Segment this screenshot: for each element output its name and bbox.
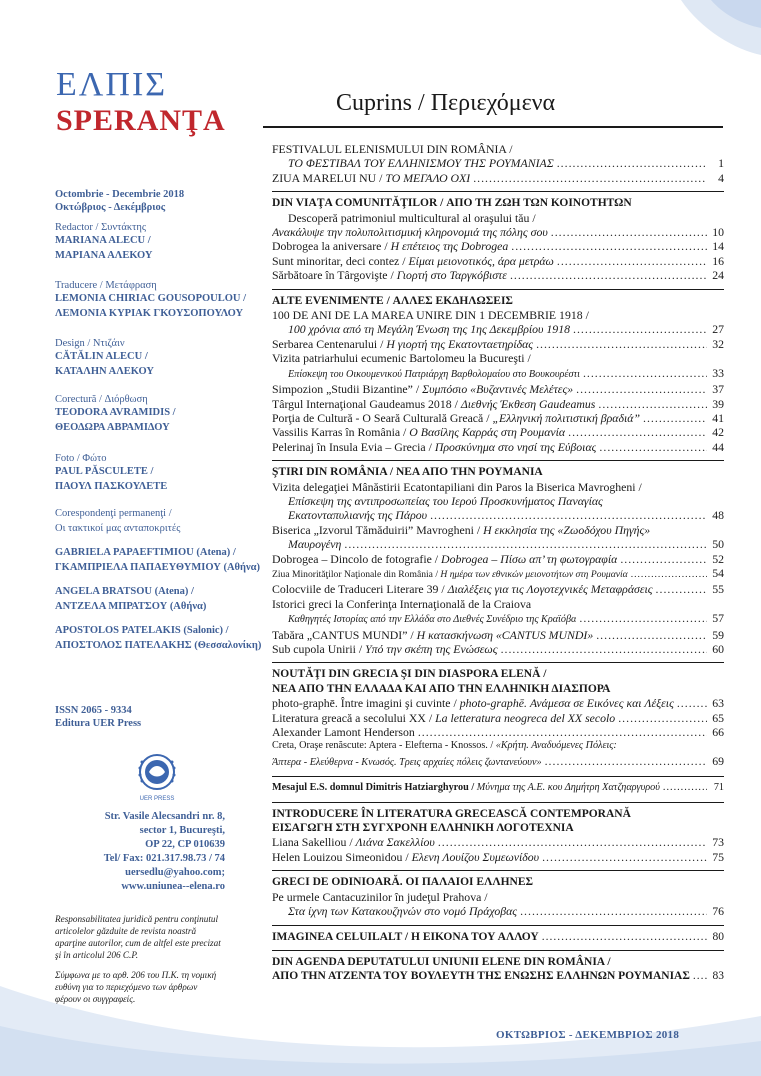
toc-entry[interactable]: Στα ίχνη των Κατακουζηνών στο νομό Πράχοβας ..... 76 <box>272 904 724 918</box>
toc-entry[interactable]: Άπτερα - Ελεύθερνα - Κνωσός. Τρεις αρχαίες πόλεις ζωντανεύουν» ..... 69 <box>272 754 724 770</box>
uer-press-logo <box>133 752 181 804</box>
toc-section-greece-news: NOUTĂŢI DIN GRECIA ŞI DIN DIASPORA ELENĂ / ΝΕΑ ΑΠΟ ΤΗΝ ΕΛΛΑΔΑ ΚΑΙ ΑΠΟ ΤΗΝ ΕΛΛΗΝΙΚΗ ΔΙΑΣΠΟΡΑ photo-graphē. Între imagini şi cuvinte / photo-graphē. Ανάμεσα σε Εικόνες και Λέξεις ..... 63 Literatura greacă a secolului XX / La letteratura neogreca del XX secolo ..... 65 Alexander Lamont Henderson ..... 66 Creta, Oraşe renăscute: Aptera - Elefterna - Knossos. / «Κρήτη. Αναδυόμενες Πόλεις: Άπτερα - Ελεύθερνα - Κνωσός. Τρεις αρχαίες πόλεις ζωντανεύουν» ..... 69 <box>272 662 724 770</box>
toc-entry[interactable]: Târgul Internaţional Gaudeamus 2018 / Διεθνής Έκθεση Gaudeamus ..... 39 <box>272 397 724 411</box>
toc-section-festival: FESTIVALUL ELENISMULUI DIN ROMÂNIA / ΤΟ ΦΕΣΤΙΒΑΛ ΤΟΥ ΕΛΛΗΝΙΣΜΟΥ ΤΗΣ ΡΟΥΜΑΝΙΑΣ ..... 1 ZIUA MARELUI NU / ΤΟ ΜΕΓΑΛΟ ΟΧΙ ..... 4 <box>272 138 724 185</box>
toc-entry[interactable]: Sunt minoritar, deci contez / Είμαι μειονοτικός, άρα μετράω ..... 16 <box>272 254 724 268</box>
photo-block: Foto / Φώτο PAUL PĂSCULETE / ΠΑΟΥΛ ΠΑΣΚΟΥΛΕΤΕ <box>55 453 168 492</box>
toc-entry[interactable]: Dobrogea – Dincolo de fotografie / Dobrogea – Πίσω απ’ τη φωτογραφία ..... 52 <box>272 552 724 566</box>
toc-section-events: ALTE EVENIMENTE / ΑΛΛΕΣ ΕΚΔΗΛΩΣΕΙΣ 100 DE ANI DE LA MAREA UNIRE DIN 1 DECEMBRIE 1918 / 100 χρόνια από τη Μεγάλη Ένωση της 1ης Δεκεμβρίου 1918 ..... 27 Serbarea Centenarului / Η γιορτή της Εκατονταετηρίδας ..... 32 Vizita patriarhului ecumenic Bartolomeu la Bucureşti / Επίσκεψη του Οικουμενικού Πατριάρχη Βαρθολομαίου στο Βουκουρέστι ..... 33 Simpozion „Studii Bizantine” / Συμπόσιο «Βυζαντινές Μελέτες» ..... 37 Târgul Internaţional Gaudeamus 2018 / Διεθνής Έκθεση Gaudeamus ..... 39 Porţia de Cultură - O Seară Culturală Greacă / „Ελληνική πολιτιστική βραδιά” ..... 41 Vassilis Karras în România / Ο Βασίλης Καρράς στη Ρουμανία ..... 42 Pelerinaj în Insula Evia – Grecia / Προσκύνημα στο νησί της Εύβοιας ..... 44 <box>272 289 724 454</box>
toc-entry[interactable]: Sărbătoare în Târgovişte / Γιορτή στο Ταργκόβιστε ..... 24 <box>272 268 724 282</box>
toc-entry[interactable]: Liana Sakelliou / Λιάνα Σακελλίου ..... 73 <box>272 835 724 849</box>
toc-entry[interactable]: Colocviile de Traduceri Literare 39 / Διαλέξεις για τις Λογοτεχνικές Μεταφράσεις ..... 55 <box>272 582 724 596</box>
toc-section-deputy: DIN AGENDA DEPUTATULUI UNIUNII ELENE DIN ROMÂNIA / ΑΠΟ ΤΗΝ ΑΤΖΕΝΤΑ ΤΟΥ ΒΟΥΛΕΥΤΗ ΤΗΣ ΕΝΩΣΗΣ ΕΛΛΗΝΩΝ ΡΟΥΜΑΝΙΑΣ ..... 83 <box>272 950 724 984</box>
toc-entry[interactable]: Ανακάλυψε την πολυπολιτισμική κληρονομιά της πόλης σου ..... 10 <box>272 225 724 239</box>
toc-entry[interactable]: Porţia de Cultură - O Seară Culturală Greacă / „Ελληνική πολιτιστική βραδιά” ..... 41 <box>272 411 724 425</box>
toc-entry[interactable]: 100 χρόνια από τη Μεγάλη Ένωση της 1ης Δεκεμβρίου 1918 ..... 27 <box>272 322 724 336</box>
issue-date: Octombrie - Decembrie 2018 Οκτώβριος - Δεκέμβριος <box>55 189 185 213</box>
correspondents-block: Corespondenţi permanenţi / Οι τακτικοί μας ανταποκριτές GABRIELA PAPAEFTIMIOU (Atena) / ΓΚΑΜΠΡΙΕΛΑ ΠΑΠΑΕΥΘΥΜΙΟΥ (Αθήνα) ANGELA BRATSOU (Atena) / ΑΝΤΖΕΛΑ ΜΠΡΑΤΣΟΥ (Αθήνα) APOSTOLOS PATELAKIS (Salonic) / ΑΠΟΣΤΟΛΟΣ ΠΑΤΕΛΑΚΗΣ (Θεσσαλονίκη) <box>55 508 262 651</box>
toc-entry[interactable]: Alexander Lamont Henderson ..... 66 <box>272 725 724 739</box>
proofreading-block: Corectură / Διόρθωση TEODORA AVRAMIDIS / ΘΕΟΔΩΡΑ ΑΒΡΑΜΙΔΟΥ <box>55 394 176 433</box>
toc-section-communities: DIN VIAŢA COMUNITĂŢILOR / ΑΠΟ ΤΗ ΖΩΗ ΤΩΝ ΚΟΙΝΟΤΗΤΩΝ Descoperă patrimoniul multicultural al oraşului tău / Ανακάλυψε την πολυπολιτισμική κληρονομιά της πόλης σου ..... 10 Dobrogea la aniversare / Η επέτειος της Dobrogea ..... 14 Sunt minoritar, deci contez / Είμαι μειονοτικός, άρα μετράω ..... 16 Sărbătoare în Târgovişte / Γιορτή στο Ταργκόβιστε ..... 24 <box>272 191 724 282</box>
toc-section-other <box>272 925 724 944</box>
address-block: Str. Vasile Alecsandri nr. 8, sector 1, Bucureşti, OP 22, CP 010639 Tel/ Fax: 021.317.98.73 / 74 uersedlu@yahoo.com; www.uniunea--elena.ro <box>103 811 225 892</box>
toc-entry[interactable]: Dobrogea la aniversare / Η επέτειος της Dobrogea ..... 14 <box>272 239 724 253</box>
toc-entry[interactable]: Simpozion „Studii Bizantine” / Συμπόσιο «Βυζαντινές Μελέτες» ..... 37 <box>272 382 724 396</box>
toc-entry[interactable]: Tabăra „CANTUS MUNDI” / Η κατασκήνωση «CANTUS MUNDI» ..... 59 <box>272 628 724 642</box>
corner-decoration <box>641 0 761 120</box>
masthead-greek: ΕΛΠΙΣ <box>56 66 168 103</box>
table-of-contents <box>272 138 724 984</box>
toc-entry[interactable]: Literatura greacă a secolului XX / La letteratura neogreca del XX secolo ..... 65 <box>272 711 724 725</box>
toc-entry[interactable]: Mesajul E.S. domnul Dimitris Hatziarghyrou / Μύνημα της Α.Ε. κου Δημήτρη Χατζηαργυρού ..... 71 <box>272 781 724 795</box>
toc-entry[interactable]: Vassilis Karras în România / Ο Βασίλης Καρράς στη Ρουμανία ..... 42 <box>272 425 724 439</box>
legal-disclaimer: Responsabilitatea juridică pentru conţinutul articolelor găzduite de revista noastră aparţine autorilor, cum de altfel este precizat şi în articolul 206 C.P. Σύμφωνα με το αρθ. 206 του Π.Κ. τη νομική ευθύνη για το περιεχόμενο των άρθρων φέρουν οι συγγραφείς. <box>55 914 221 1004</box>
toc-entry[interactable]: Helen Louizou Simeonidou / Ελενη Λουίζου Συμεωνίδου ..... 75 <box>272 850 724 864</box>
toc-entry[interactable]: photo-graphē. Între imagini şi cuvinte / photo-graphē. Ανάμεσα σε Εικόνες και Λέξεις ..... 63 <box>272 696 724 710</box>
toc-entry[interactable]: Pelerinaj în Insula Evia – Grecia / Προσκύνημα στο νησί της Εύβοιας ..... 44 <box>272 440 724 454</box>
masthead-latin: SPERANŢA <box>56 104 226 137</box>
toc-entry[interactable]: Καθηγητές Ιστορίας από την Ελλάδα στο Διεθνές Συνέδριο της Κραϊόβα ..... 57 <box>272 611 724 627</box>
title-rule <box>263 126 723 128</box>
toc-section-romania-news: ŞTIRI DIN ROMÂNIA / ΝΕΑ ΑΠΟ ΤΗΝ ΡΟΥΜΑΝΙΑ Vizita delegaţiei Mânăstirii Ecatontapiliani din Paros la Biserica Mavrogheni / Επίσκεψη της αντιπροσωπείας του Ιερού Προσκυνήματος Παναγίας Εκατονταπυλιανής της Πάρου ..... 48 Biserica „Izvorul Tămăduirii” Mavrogheni / Η εκκλησία της «Ζωοδόχου Πηγής» Μαυρογένη ..... 50 Dobrogea – Dincolo de fotografie / Dobrogea – Πίσω απ’ τη φωτογραφία ..... 52 Ziua Minorităţilor Naţionale din România / Η ημέρα των εθνικών μειονοτήτων στη Ρουμανία ..... 54 Colocviile de Traduceri Literare 39 / Διαλέξεις για τις Λογοτεχνικές Μεταφράσεις ..... 55 Istorici greci la Conferinţa Internaţională de la Craiova Καθηγητές Ιστορίας από την Ελλάδα στο Διεθνές Συνέδριο της Κραϊόβα ..... 57 Tabăra „CANTUS MUNDI” / Η κατασκήνωση «CANTUS MUNDI» ..... 59 Sub cupola Unirii / Υπό την σκέπη της Ενώσεως ..... 60 <box>272 460 724 656</box>
toc-entry[interactable]: Επίσκεψη του Οικουμενικού Πατριάρχη Βαρθολομαίου στο Βουκουρέστι ..... 33 <box>272 366 724 382</box>
translation-block: Traducere / Μετάφραση LEMONIA CHIRIAC GOUSOPOULOU / ΛΕΜΟΝΙΑ ΚΥΡΙΑΚ ΓΚΟΥΣΟΠΟΥΛΟΥ <box>55 280 247 319</box>
toc-entry[interactable]: IMAGINEA CELUILALT / Η ΕΙΚΟΝΑ ΤΟΥ ΑΛΛΟΥ ..... 80 <box>272 930 724 944</box>
editor-block: Redactor / Συντάκτης MARIANA ALECU / ΜΑΡΙΑΝΑ ΑΛΕΚΟΥ <box>55 222 153 261</box>
toc-section-literature: INTRODUCERE ÎN LITERATURA GRECEASCĂ CONTEMPORANĂ ΕΙΣΑΓΩΓΗ ΣΤΗ ΣΥΓΧΡΟΝΗ ΕΛΛΗΝΙΚΗ ΛΟΓΟΤΕΧΝΙΑ Liana Sakelliou / Λιάνα Σακελλίου ..... 73 Helen Louizou Simeonidou / Ελενη Λουίζου Συμεωνίδου ..... 75 <box>272 802 724 865</box>
logo-caption: UER PRESS <box>139 796 175 802</box>
toc-section-old-greeks: GRECI DE ODINIOARĂ. ΟΙ ΠΑΛΑΙΟΙ ΕΛΛΗΝΕΣ Pe urmele Cantacuzinilor în judeţul Prahova / Στα ίχνη των Κατακουζηνών στο νομό Πράχοβας ..... 76 <box>272 870 724 918</box>
page-footer: ΟΚΤΩΒΡΙΟΣ - ΔΕΚΕΜΒΡΙΟΣ 2018 <box>496 1029 680 1041</box>
design-block: Design / Ντιζάιν CĂTĂLIN ALECU / ΚΑΤΑΛΗΝ ΑΛΕΚΟΥ <box>55 338 154 377</box>
toc-entry[interactable]: Ziua Minorităţilor Naţionale din România / Η ημέρα των εθνικών μειονοτήτων στη Ρουμανία ..... 54 <box>272 566 724 582</box>
toc-section-message <box>272 776 724 795</box>
toc-entry[interactable]: Serbarea Centenarului / Η γιορτή της Εκατονταετηρίδας ..... 32 <box>272 337 724 351</box>
toc-entry[interactable]: ZIUA MARELUI NU / ΤΟ ΜΕΓΑΛΟ ΟΧΙ ..... 4 <box>272 171 724 185</box>
issn-block: ISSN 2065 - 9334 Editura UER Press <box>55 705 142 729</box>
toc-entry[interactable]: ΑΠΟ ΤΗΝ ΑΤΖΕΝΤΑ ΤΟΥ ΒΟΥΛΕΥΤΗ ΤΗΣ ΕΝΩΣΗΣ ΕΛΛΗΝΩΝ ΡΟΥΜΑΝΙΑΣ ..... 83 <box>272 969 724 983</box>
toc-entry[interactable]: Μαυρογένη ..... 50 <box>272 537 724 551</box>
toc-entry[interactable]: Sub cupola Unirii / Υπό την σκέπη της Ενώσεως ..... 60 <box>272 642 724 656</box>
page-title: Cuprins / Περιεχόμενα <box>336 90 556 116</box>
toc-entry[interactable]: ΤΟ ΦΕΣΤΙΒΑΛ ΤΟΥ ΕΛΛΗΝΙΣΜΟΥ ΤΗΣ ΡΟΥΜΑΝΙΑΣ ..... 1 <box>272 156 724 170</box>
toc-entry[interactable]: Εκατονταπυλιανής της Πάρου ..... 48 <box>272 508 724 522</box>
